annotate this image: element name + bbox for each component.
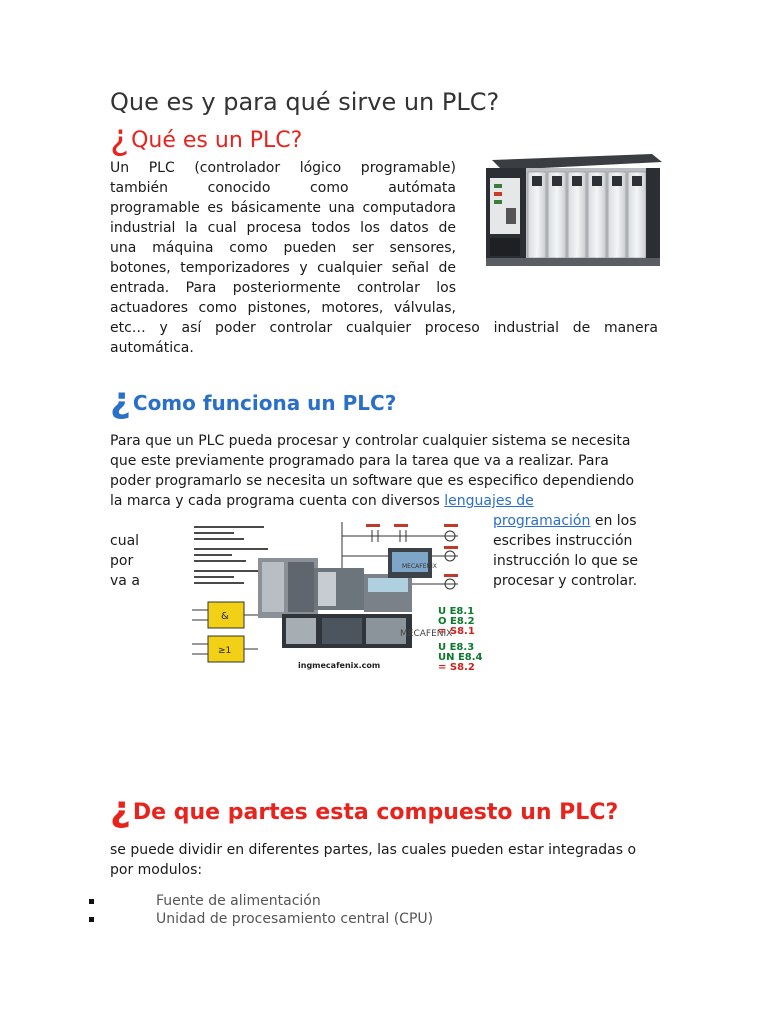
heading-text: Qué es un PLC?	[131, 128, 303, 153]
paragraph-line: entrada. Para posteriormente controlar los	[110, 280, 456, 296]
paragraph-line: poder programarlo se necesita un software que es especifico dependiendo	[110, 473, 635, 489]
paragraph-line: se puede dividir en diferentes partes, las cuales pueden estar integradas o	[110, 842, 637, 858]
image-code-line: U E8.1	[438, 606, 475, 617]
section-heading-como-funciona	[110, 380, 397, 421]
page-title: Que es y para qué sirve un PLC?	[110, 88, 500, 116]
paragraph-fragment: escribes instrucción	[493, 533, 633, 549]
paragraph-line	[493, 511, 637, 531]
paragraph-line: Para que un PLC pueda procesar y controlar cualquier sistema se necesita	[110, 433, 631, 449]
image-code-line: UN E8.4	[438, 652, 483, 663]
paragraph-fragment: por	[110, 553, 134, 569]
image-caption: ingmecafenix.com	[298, 661, 381, 670]
heading-text: De que partes esta compuesto un PLC?	[132, 800, 619, 825]
paragraph-line: por modulos:	[110, 862, 203, 878]
paragraph-fragment: va a	[110, 573, 140, 589]
paragraph-line: actuadores como pistones, motores, válvulas,	[110, 300, 456, 316]
inverted-question-mark: ¿	[110, 380, 131, 421]
paragraph-line	[110, 491, 534, 511]
plc-photo	[472, 148, 670, 276]
bullet-icon	[89, 899, 94, 904]
svg-text:≥1: ≥1	[218, 646, 232, 656]
paragraph-line: industrial la cual procesa todos los datos de	[110, 220, 456, 236]
paragraph-line: botones, temporizadores y cualquier señal de	[110, 260, 456, 276]
paragraph-line: Un PLC (controlador lógico programable)	[110, 160, 456, 176]
text-run: en los	[590, 513, 637, 529]
image-code-line: = S8.2	[438, 662, 475, 670]
paragraph-fragment: procesar y controlar.	[493, 573, 638, 589]
image-code-line: U E8.3	[438, 642, 475, 653]
bullet-icon	[89, 917, 94, 922]
list-item: Fuente de alimentación	[156, 893, 321, 909]
paragraph-line: también conocido como autómata	[110, 180, 456, 196]
heading-text: Como funciona un PLC?	[132, 391, 397, 415]
link-lenguajes[interactable]: lenguajes de	[444, 493, 534, 509]
paragraph-fragment: instrucción lo que se	[493, 553, 638, 569]
svg-text:&: &	[221, 611, 229, 622]
paragraph-line: una máquina como pueden ser sensores,	[110, 240, 456, 256]
paragraph-line: programable es básicamente una computadora	[110, 200, 456, 216]
image-code-line: O E8.2	[438, 616, 475, 627]
paragraph-line: etc… y así poder controlar cualquier proceso industrial de manera	[110, 320, 658, 336]
image-brand-small: MECAFENIX	[402, 563, 437, 570]
plc-programming-image	[188, 518, 484, 670]
section-heading-partes	[110, 789, 619, 830]
text-run: la marca y cada programa cuenta con diversos	[110, 493, 445, 509]
image-brand: MECAFENIX	[400, 629, 453, 639]
paragraph-fragment: cual	[110, 533, 140, 549]
list-item: Unidad de procesamiento central (CPU)	[156, 911, 434, 927]
paragraph-line: automática.	[110, 340, 194, 356]
paragraph-line: que este previamente programado para la tarea que va a realizar. Para	[110, 453, 609, 469]
inverted-question-mark: ¿	[110, 789, 131, 830]
link-programacion[interactable]: programación	[493, 513, 591, 529]
inverted-question-mark: ¿	[110, 117, 130, 158]
section-heading-que-es	[110, 117, 303, 158]
image-code-line: = S8.1	[438, 626, 475, 637]
